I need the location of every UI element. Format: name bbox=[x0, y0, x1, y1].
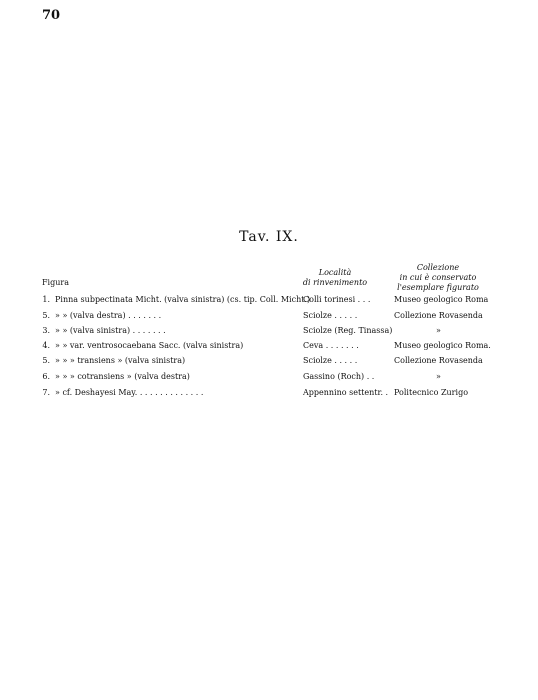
figure-number: 5. bbox=[42, 356, 50, 365]
header-collezione-line1: Collezione bbox=[416, 263, 460, 272]
locality: Sciolze (Reg. Tinassa) bbox=[303, 326, 393, 335]
figure-number: 5. bbox=[42, 311, 50, 320]
collection: Collezione Rovasenda bbox=[394, 356, 483, 365]
collection: » bbox=[436, 372, 441, 381]
plate-title: Tav. IX. bbox=[239, 229, 299, 245]
collection: Museo geologico Roma bbox=[394, 295, 489, 304]
collection: Collezione Rovasenda bbox=[394, 311, 483, 320]
figure-number: 1. bbox=[42, 295, 50, 304]
figure-number: 4. bbox=[42, 341, 50, 350]
figure-description: » » » transiens » (valva sinistra) bbox=[55, 356, 186, 365]
header-localita bbox=[300, 268, 370, 288]
figure-description: » » » cotransiens » (valva destra) bbox=[55, 372, 190, 381]
locality: Sciolze . . . . . bbox=[303, 311, 358, 320]
header-figura: Figura bbox=[42, 278, 69, 287]
locality: Appennino settentr. . bbox=[303, 388, 389, 397]
figure-description: » » (valva sinistra) . . . . . . . bbox=[55, 326, 166, 335]
locality: Ceva . . . . . . . bbox=[303, 341, 359, 350]
collection: Museo geologico Roma. bbox=[394, 341, 491, 350]
header-collezione bbox=[386, 263, 490, 293]
figure-number: 3. bbox=[42, 326, 50, 335]
page-number: 70 bbox=[42, 8, 61, 23]
collection: Politecnico Zurigo bbox=[394, 388, 469, 397]
locality: Colli torinesi . . . bbox=[303, 295, 371, 304]
figure-number: 7. bbox=[42, 388, 50, 397]
figure-description: » cf. Deshayesi May. . . . . . . . . . . . . . bbox=[55, 388, 204, 397]
locality: Sciolze . . . . . bbox=[303, 356, 358, 365]
figure-description: » » (valva destra) . . . . . . . bbox=[55, 311, 162, 320]
header-collezione-line3: l'esemplare figurato bbox=[397, 283, 479, 292]
collection: » bbox=[436, 326, 441, 335]
locality: Gassino (Roch) . . bbox=[303, 372, 375, 381]
header-localita-line2: di rinvenimento bbox=[302, 278, 368, 287]
header-collezione-line2: in cui è conservato bbox=[399, 273, 477, 282]
figure-description: Pinna subpectinata Micht. (valva sinistra) (cs. tip. Coll. Micht.) bbox=[55, 295, 311, 304]
figure-description: » » var. ventrosocaebana Sacc. (valva sinistra) bbox=[55, 341, 244, 350]
header-localita-line1: Località bbox=[318, 268, 352, 277]
figure-number: 6. bbox=[42, 372, 50, 381]
